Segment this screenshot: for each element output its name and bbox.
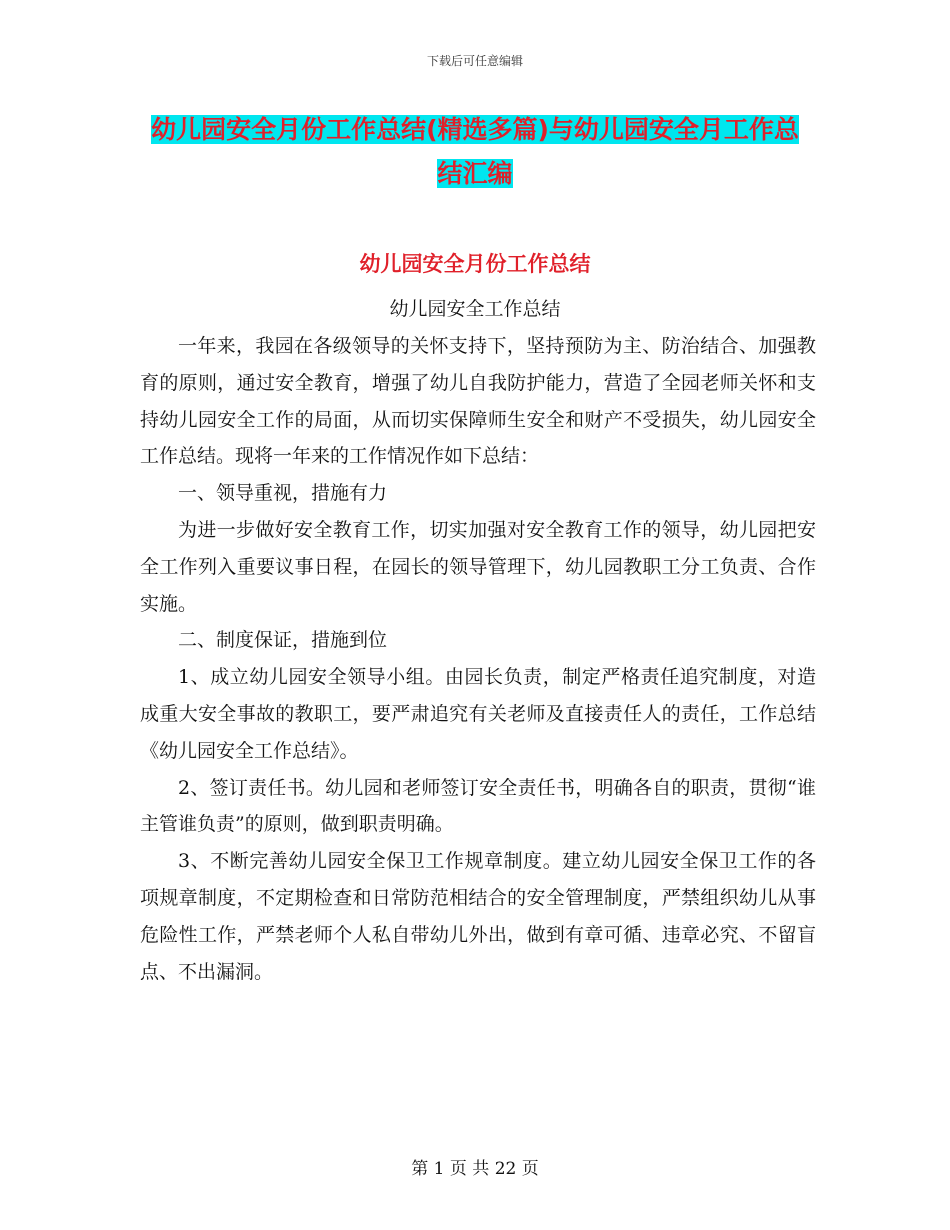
document-title	[140, 108, 810, 196]
section-subtitle: 幼儿园安全工作总结	[389, 298, 561, 320]
page-header-note: 下载后可任意编辑	[426, 54, 523, 68]
section-title: 幼儿园安全月份工作总结	[359, 252, 591, 276]
paragraph: 1、成立幼儿园安全领导小组。由园长负责，制定严格责任追究制度，对造成重大安全事故的教职工，要严肃追究有关老师及直接责任人的责任，工作总结《幼儿园安全工作总结》。	[140, 666, 816, 762]
paragraph: 为进一步做好安全教育工作，切实加强对安全教育工作的领导，幼儿园把安全工作列入重要议事日程，在园长的领导管理下，幼儿园教职工分工负责、合作实施。	[140, 518, 816, 615]
paragraph-heading: 一、领导重视，措施有力	[178, 482, 388, 505]
paragraph: 一年来，我园在各级领导的关怀支持下，坚持预防为主、防治结合、加强教育的原则，通过安全教育，增强了幼儿自我防护能力，营造了全园老师关怀和支持幼儿园安全工作的局面，从而切实保障师生安全和财产不受损失，幼儿园安全工作总结。现将一年来的工作情况作如下总结：	[140, 335, 816, 468]
paragraph: 2、签订责任书。幼儿园和老师签订安全责任书，明确各自的职责，贯彻“谁主管谁负责”的原则，做到职责明确。	[140, 776, 816, 836]
document-title-text: 幼儿园安全月份工作总结(精选多篇)与幼儿园安全月工作总结汇编	[151, 115, 799, 188]
page-number: 第 1 页 共 22 页	[411, 1159, 539, 1179]
paragraph: 3、不断完善幼儿园安全保卫工作规章制度。建立幼儿园安全保卫工作的各项规章制度，不定期检查和日常防范相结合的安全管理制度，严禁组织幼儿从事危险性工作，严禁老师个人私自带幼儿外出，做到有章可循、违章必究、不留盲点、不出漏洞。	[140, 850, 816, 983]
document-body	[140, 328, 816, 990]
paragraph-heading: 二、制度保证，措施到位	[178, 629, 388, 652]
